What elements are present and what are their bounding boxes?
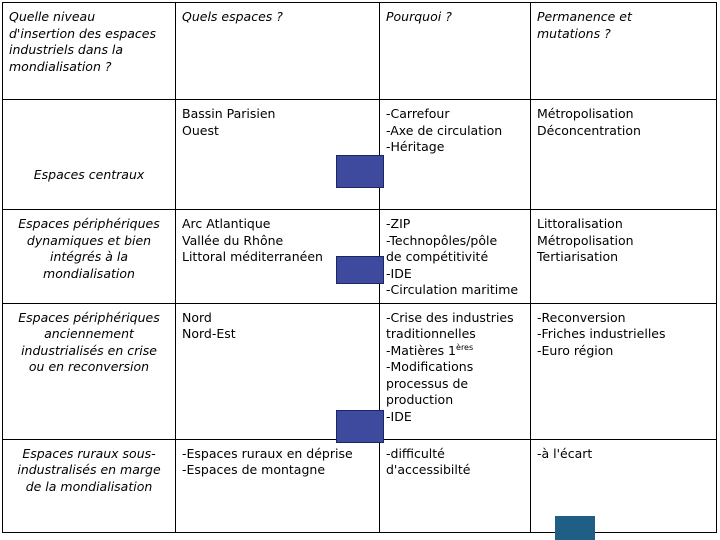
table-header-row: [3, 3, 717, 100]
cell-espaces: Nord Nord-Est: [176, 303, 380, 439]
cell-mutations: -à l'écart: [531, 439, 717, 532]
cell-pourquoi: [380, 303, 531, 439]
table-row: [3, 439, 717, 532]
header-espaces: Quels espaces ?: [176, 3, 380, 100]
blue-marker[interactable]: [336, 410, 384, 443]
cell-pourquoi: -Carrefour -Axe de circulation -Héritage: [380, 100, 531, 210]
row-label-centraux: Espaces centraux: [3, 100, 176, 210]
blue-marker[interactable]: [336, 155, 384, 188]
cell-pourquoi: -ZIP -Technopôles/pôle de compétitivité -IDE -Circulation maritime: [380, 210, 531, 304]
header-pourquoi: Pourquoi ?: [380, 3, 531, 100]
row-label-peripheriques-dynamiques: Espaces périphériques dynamiques et bien intégrés à la mondialisation: [3, 210, 176, 304]
header-permanence: Permanence et mutations ?: [531, 3, 717, 100]
row-label-peripheriques-crise: Espaces périphériques anciennement industrialisés en crise ou en reconversion: [3, 303, 176, 439]
cell-pourquoi: -difficulté d'accessibilté: [380, 439, 531, 532]
teal-marker[interactable]: [555, 516, 595, 540]
cell-espaces: -Espaces ruraux en déprise -Espaces de montagne: [176, 439, 380, 532]
cell-mutations: Littoralisation Métropolisation Tertiarisation: [531, 210, 717, 304]
cell-mutations: Métropolisation Déconcentration: [531, 100, 717, 210]
cell-espaces: Bassin Parisien Ouest: [176, 100, 380, 210]
pourquoi-superscript: ères: [456, 342, 474, 352]
pourquoi-part-b: -Modifications processus de production -IDE: [386, 359, 474, 424]
row-label-ruraux: Espaces ruraux sous- industralisés en marge de la mondialisation: [3, 439, 176, 532]
cell-mutations: -Reconversion -Friches industrielles -Euro région: [531, 303, 717, 439]
cell-espaces: Arc Atlantique Vallée du Rhône Littoral méditerranéen: [176, 210, 380, 304]
header-insertion-level: Quelle niveau d'insertion des espaces industriels dans la mondialisation ?: [3, 3, 176, 100]
pourquoi-part-a: -Crise des industries traditionnelles -Matières 1: [386, 309, 514, 358]
blue-marker[interactable]: [336, 256, 384, 284]
